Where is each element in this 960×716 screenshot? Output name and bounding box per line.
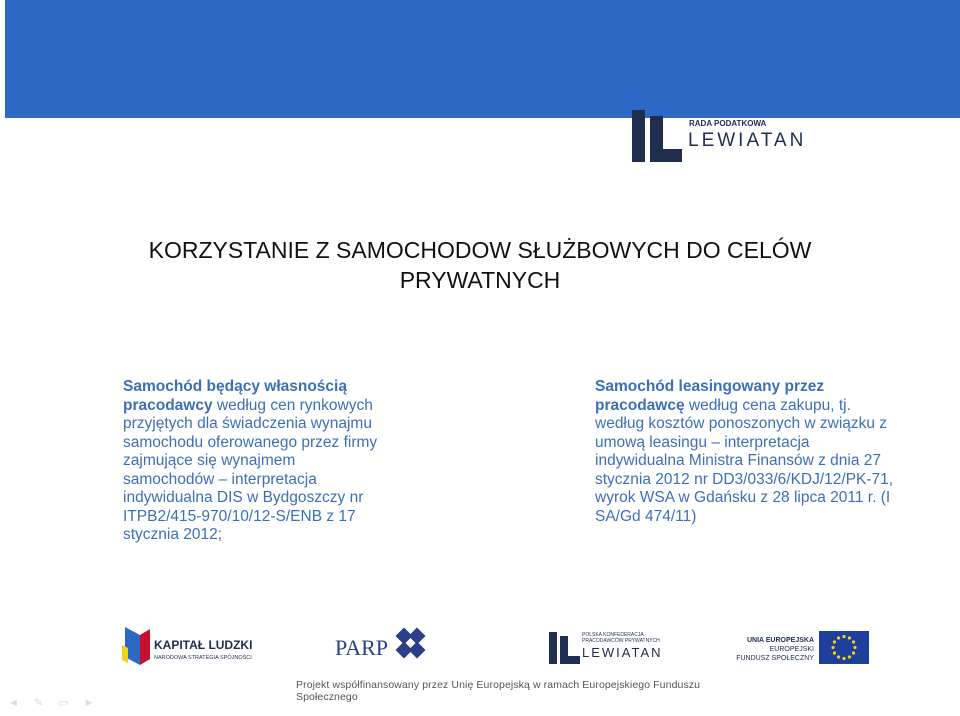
left-body: według cen rynkowych przyjętych dla świadczenia wynajmu samochodu oferowanego przez firmy zajmujące się wynajmem samochodów – interpretacja indywidualna DIS w Bydgoszczy nr ITPB2/415-970/10/12-S/ENB z 17 stycznia 2012; [123, 396, 378, 543]
parp-text: PARP [335, 635, 389, 660]
pkpp-lewiatan-logo [549, 632, 663, 664]
eu-star-icon [831, 646, 834, 649]
eu-star-icon [848, 655, 851, 658]
eu-star-icon [837, 636, 840, 639]
kl-subtitle: NARODOWA STRATEGIA SPÓJNOŚCI [154, 655, 252, 661]
pk-line-1: POLSKA KONFEDERACJA [582, 632, 644, 638]
eu-logo [736, 631, 869, 664]
eu-star-icon [842, 657, 845, 660]
pk-big: LEWIATAN [582, 645, 663, 660]
partner-logos [0, 615, 960, 675]
header-banner [5, 0, 960, 118]
eu-star-icon [852, 640, 855, 643]
logo-big-text: LEWIATAN [688, 130, 807, 151]
pk-line-2: PRACODAWCÓW PRYWATNYCH [582, 638, 660, 644]
slide-nav-icons: ◄ ✎ ▭ ► [8, 697, 101, 709]
right-paragraph [595, 378, 895, 526]
parp-logo [335, 628, 425, 660]
ue-line-2: EUROPEJSKI [769, 646, 814, 653]
eu-star-icon [842, 635, 845, 638]
left-bold-lead: Samochód będący własnością pracodawcy [123, 378, 347, 414]
eu-star-icon [852, 651, 855, 654]
left-paragraph [123, 378, 388, 545]
lewiatan-logo [632, 108, 832, 166]
eu-star-icon [833, 640, 836, 643]
title-line-1: KORZYSTANIE Z SAMOCHODOW SŁUŻBOWYCH DO CELÓW [148, 237, 812, 263]
logo-small-text: RADA PODATKOWA [689, 119, 767, 128]
right-bold-lead: Samochód leasingowany przez pracodawcę [595, 378, 825, 414]
eu-star-icon [833, 651, 836, 654]
eu-star-icon [848, 636, 851, 639]
right-body: według cena zakupu, tj. według kosztów ponoszonych w związku z umową leasingu – interpretacja indywidualna Ministra Finansów z dnia 27 stycznia 2012 nr DD3/033/6/KDJ/12/PK-71, wyrok WSA w Gdańsku z 28 lipca 2011 r. (I SA/Gd 474/11) [595, 396, 894, 525]
footer-note: Projekt współfinansowany przez Unię Europejską w ramach Europejskiego Funduszu Społecznego [296, 679, 701, 703]
title-line-2: PRYWATNYCH [399, 267, 561, 293]
kapital-ludzki-logo [122, 627, 252, 665]
eu-star-icon [837, 655, 840, 658]
ue-line-1: UNIA EUROPEJSKA [746, 637, 814, 644]
ue-line-3: FUNDUSZ SPOŁECZNY [736, 655, 814, 662]
kl-title: KAPITAŁ LUDZKI [154, 638, 253, 652]
eu-star-icon [853, 646, 856, 649]
page-title [100, 235, 860, 295]
